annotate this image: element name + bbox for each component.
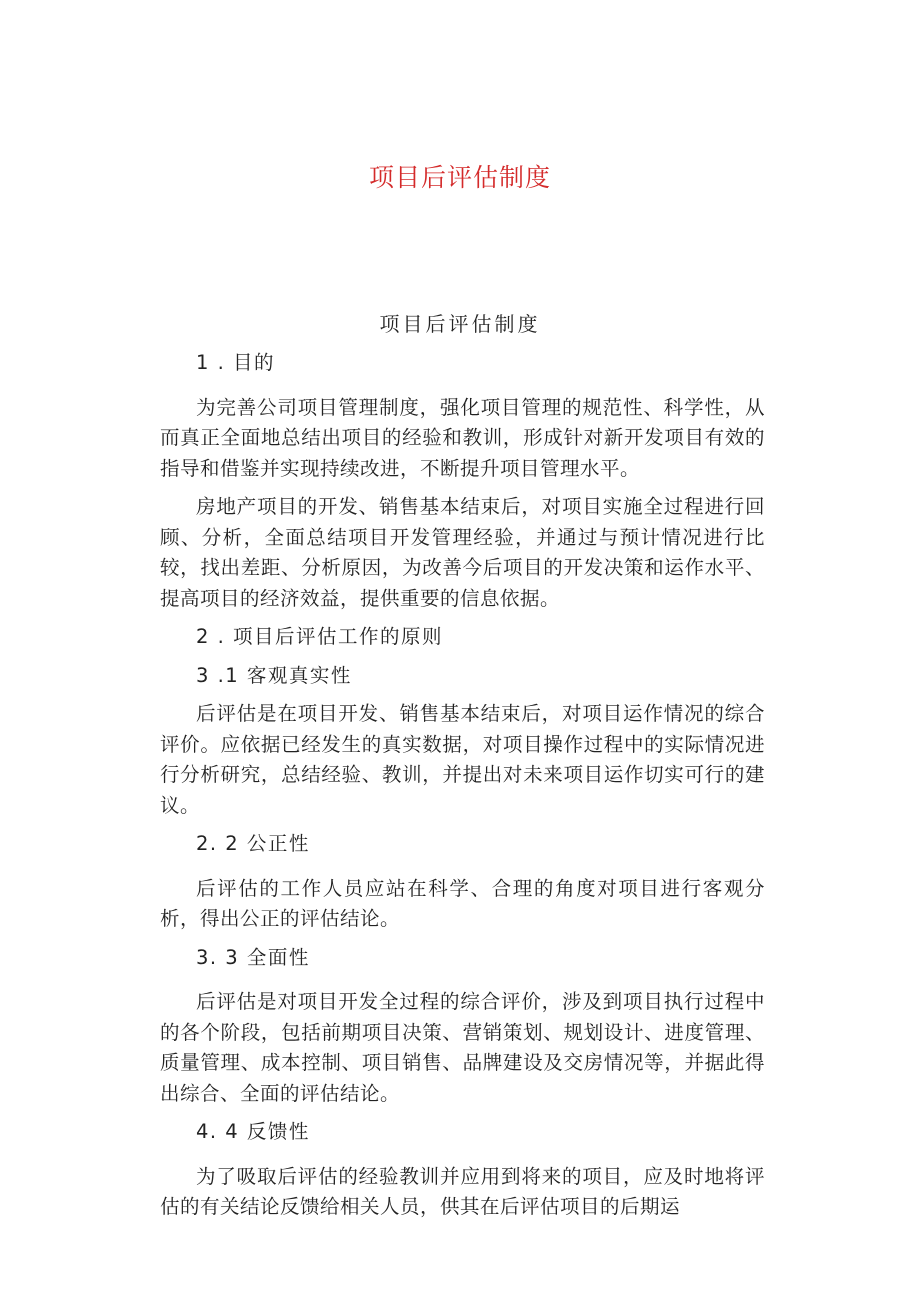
paragraph: 为了吸取后评估的经验教训并应用到将来的项目，应及时地将评估的有关结论反馈给相关人员，供其在后评估项目的后期运 [160, 1164, 765, 1218]
paragraph: 后评估的工作人员应站在科学、合理的角度对项目进行客观分析，得出公正的评估结论。 [160, 876, 765, 930]
document-title: 项目后评估制度 [379, 312, 541, 336]
section-heading: 3. 3 全面性 [196, 945, 310, 969]
document-body [160, 348, 765, 1231]
document-red-title: 项目后评估制度 [368, 163, 551, 192]
section-heading: 2. 2 公正性 [196, 832, 310, 855]
section-heading: 1 . 目的 [196, 351, 276, 374]
paragraph: 后评估是对项目开发全过程的综合评价，涉及到项目执行过程中的各个阶段，包括前期项目决策、营销策划、规划设计、进度管理、质量管理、成本控制、项目销售、品牌建设及交房情况等，并据此得出综合、全面的评估结论。 [160, 990, 765, 1105]
paragraph: 为完善公司项目管理制度，强化项目管理的规范性、科学性，从而真正全面地总结出项目的经验和教训，形成针对新开发项目有效的指导和借鉴并实现持续改进，不断提升项目管理水平。 [160, 395, 765, 480]
paragraph: 后评估是在项目开发、销售基本结束后，对项目运作情况的综合评价。应依据已经发生的真实数据，对项目操作过程中的实际情况进行分析研究，总结经验、教训，并提出对未来项目运作切实可行的建议。 [160, 702, 765, 817]
paragraph: 房地产项目的开发、销售基本结束后，对项目实施全过程进行回顾、分析，全面总结项目开发管理经验，并通过与预计情况进行比较，找出差距、分析原因，为改善今后项目的开发决策和运作水平、提高项目的经济效益，提供重要的信息依据。 [160, 495, 765, 610]
section-heading: 4. 4 反馈性 [196, 1120, 310, 1143]
section-heading: 2 . 项目后评估工作的原则 [196, 625, 444, 648]
section-heading: 3 .1 客观真实性 [196, 663, 352, 687]
